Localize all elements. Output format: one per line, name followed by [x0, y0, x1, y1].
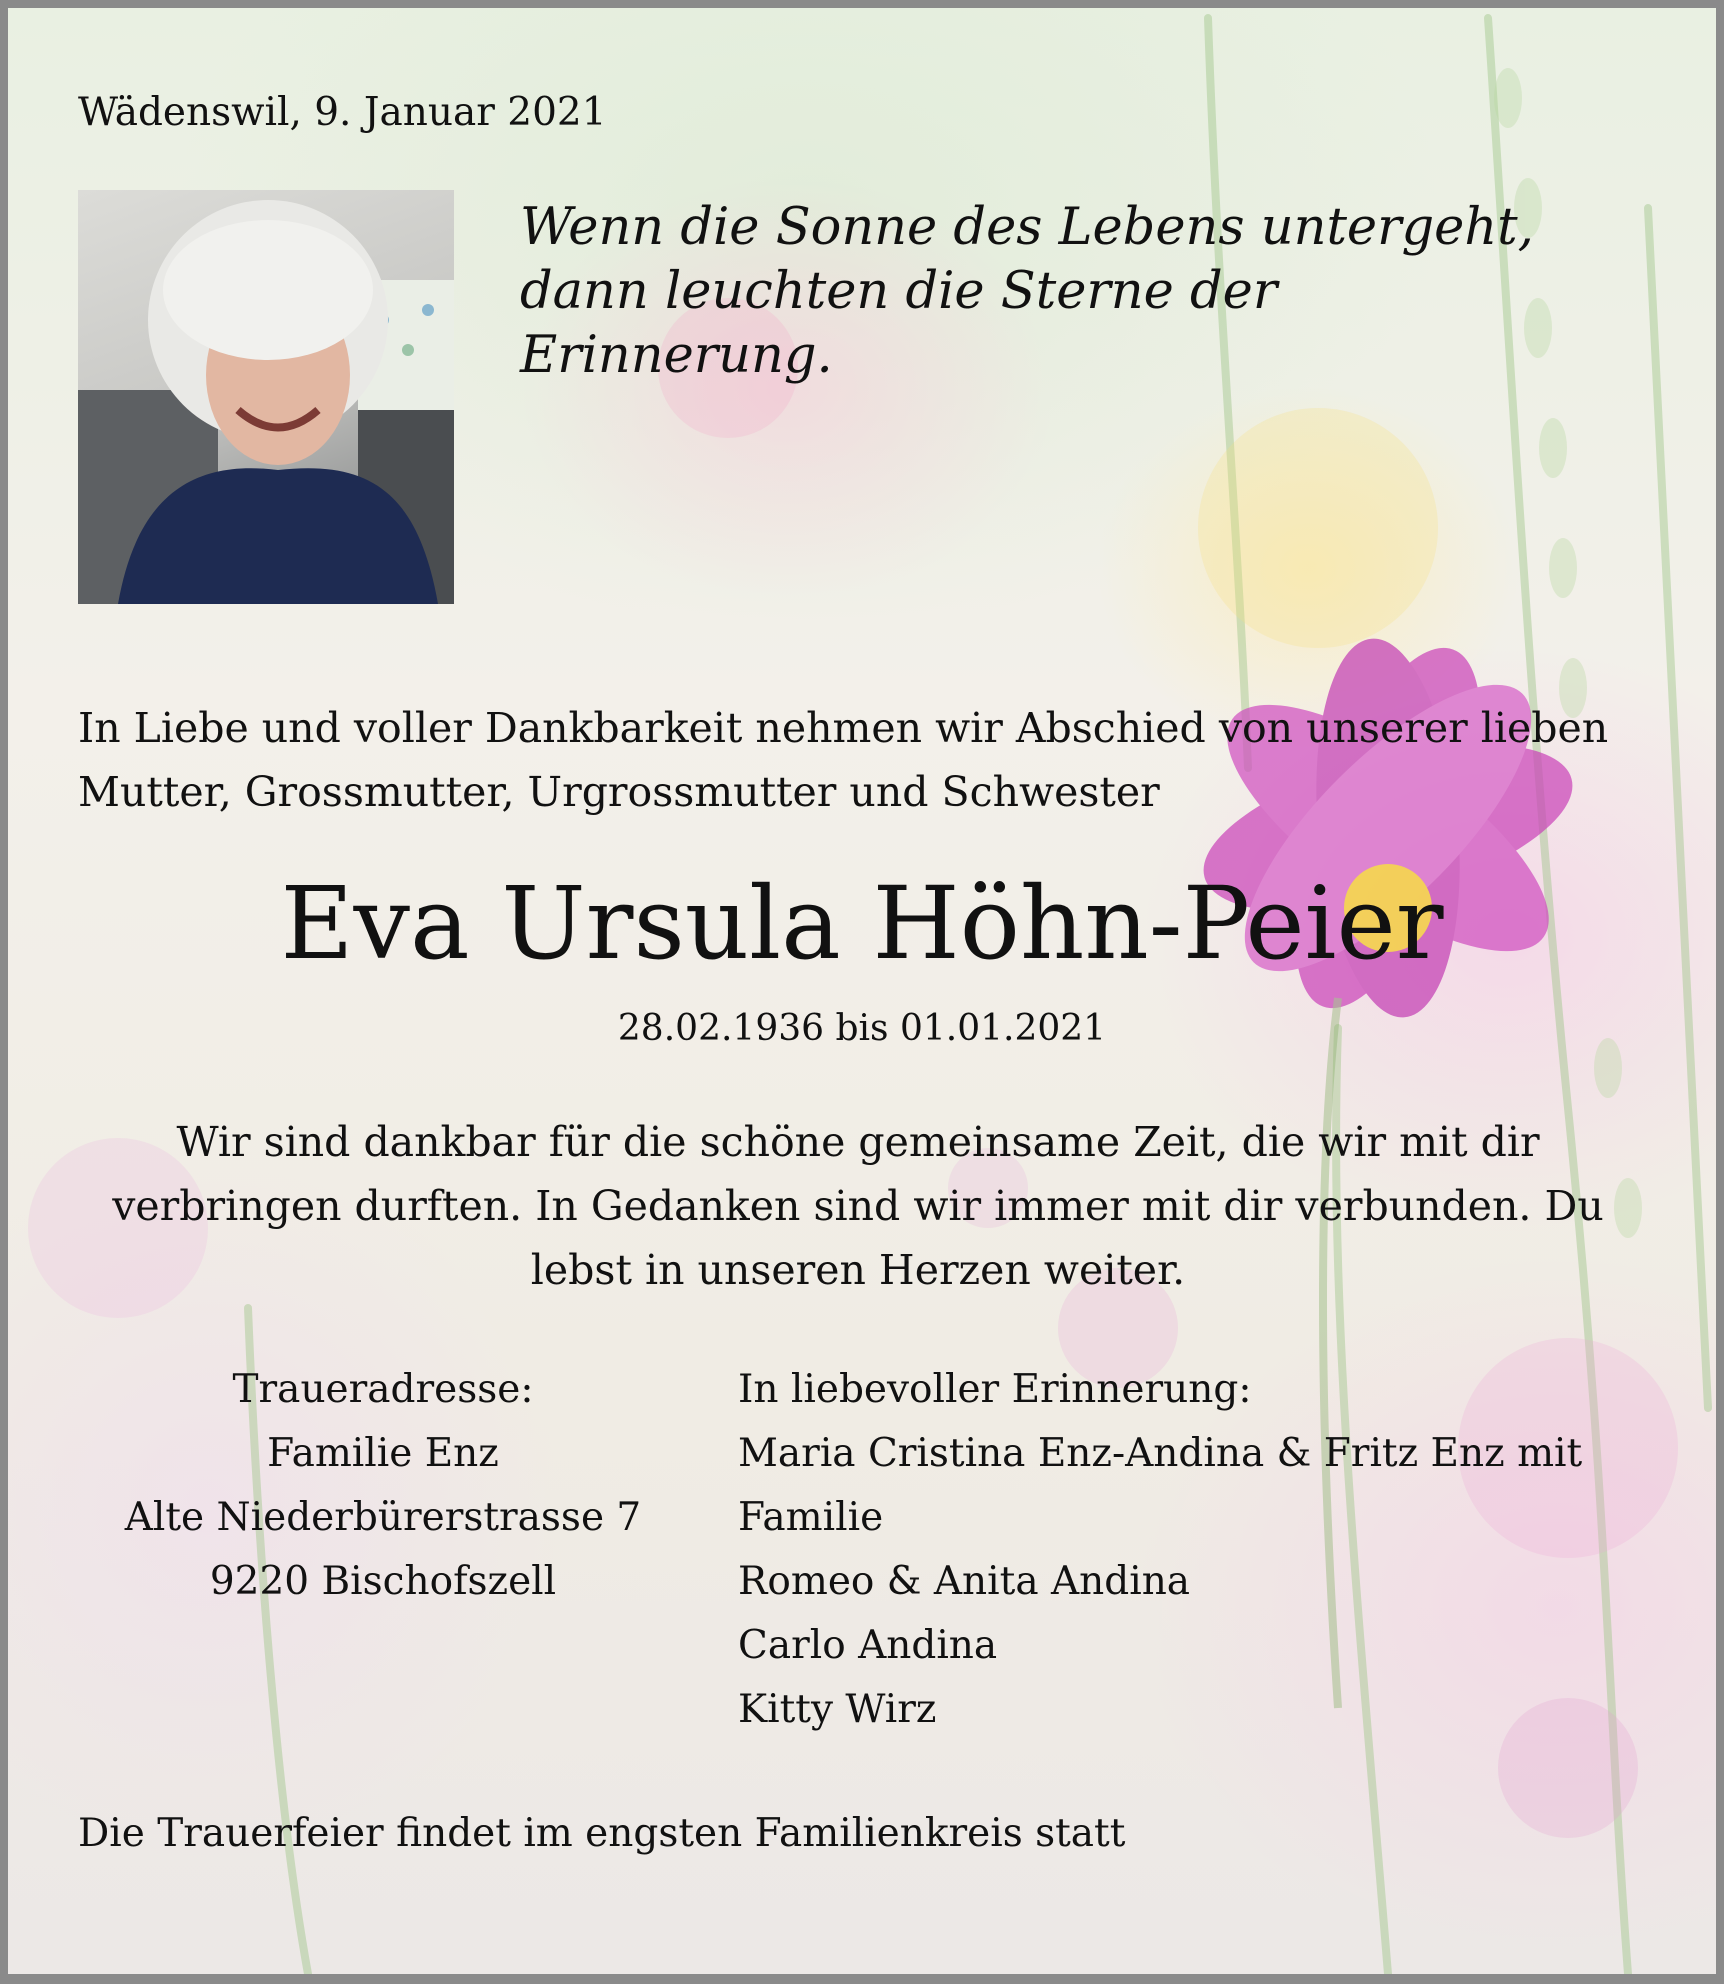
mourners-list: [738, 1358, 1618, 1742]
mourner-entry: Romeo & Anita Andina: [738, 1559, 1191, 1604]
address-line: Familie Enz: [267, 1431, 499, 1476]
mourning-address: [78, 1358, 688, 1614]
motto-line: Wenn die Sonne des Lebens untergeht,: [520, 198, 1534, 257]
address-line: Alte Niederbürerstrasse 7: [124, 1495, 642, 1540]
mourner-entry: Maria Cristina Enz-Andina & Fritz Enz mit Familie: [738, 1431, 1583, 1540]
portrait-illustration: [78, 190, 454, 604]
life-dates: 28.02.1936 bis 01.01.2021: [617, 1008, 1107, 1049]
address-line: 9220 Bischofszell: [209, 1559, 557, 1604]
mourner-entry: Kitty Wirz: [738, 1687, 937, 1732]
deceased-name: Eva Ursula Höhn-Peier: [280, 865, 1444, 982]
remembrance-message: Wir sind dankbar für die schöne gemeinsame Zeit, die wir mit dir verbringen durften. In Gedanken sind wir immer mit dir verbunden. Du lebst in unseren Herzen weiter.: [112, 1118, 1604, 1294]
mourner-entry: Carlo Andina: [738, 1623, 998, 1668]
place-and-date: Wädenswil, 9. Januar 2021: [78, 90, 607, 135]
intro-text: In Liebe und voller Dankbarkeit nehmen wir Abschied von unserer lieben Mutter, Grossmutter, Urgrossmutter und Schwester: [78, 704, 1609, 816]
obituary-notice: [8, 8, 1716, 1974]
mourners-heading: In liebevoller Erinnerung:: [738, 1367, 1252, 1412]
address-heading: Traueradresse:: [232, 1367, 534, 1412]
motto-quote: [520, 196, 1580, 388]
funeral-note: Die Trauerfeier findet im engsten Familienkreis statt: [78, 1811, 1126, 1856]
portrait-photo: [78, 190, 454, 604]
motto-line: dann leuchten die Sterne der Erinnerung.: [520, 262, 1278, 385]
